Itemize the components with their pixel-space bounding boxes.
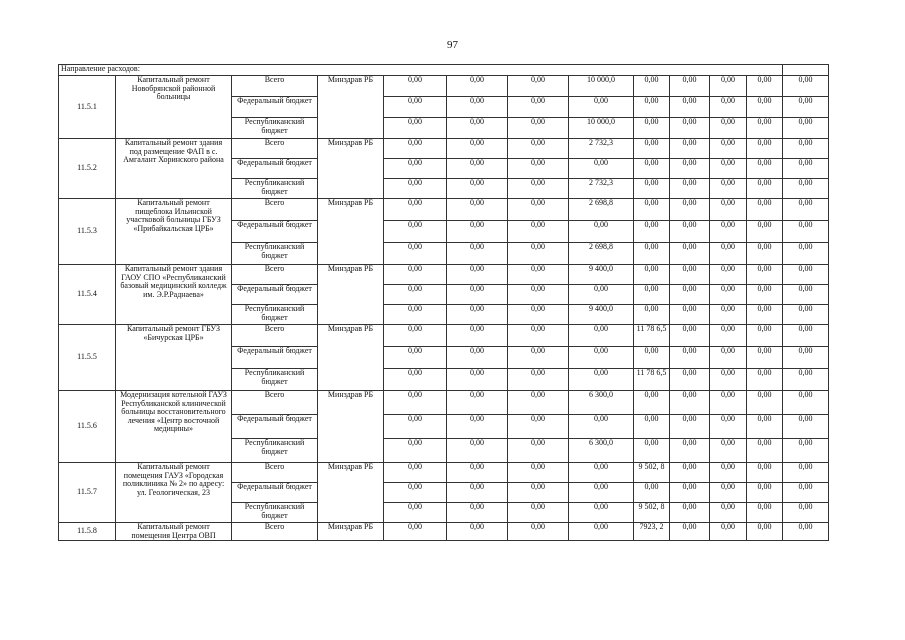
value-cell: 0,00 [783, 118, 829, 139]
value-cell: 0,00 [670, 199, 710, 221]
row-organization: Минздрав РБ [318, 391, 384, 463]
row-organization: Минздрав РБ [318, 463, 384, 523]
value-cell: 0,00 [747, 463, 783, 483]
funding-source: Всего [232, 199, 318, 221]
row-description: Капитальный ремонт пищеблока Ильинской участковой больницы ГБУЗ «Прибайкальская ЦРБ» [116, 199, 232, 265]
funding-source: Всего [232, 391, 318, 415]
value-cell: 0,00 [447, 179, 508, 199]
row-organization: Минздрав РБ [318, 199, 384, 265]
value-cell: 0,00 [670, 285, 710, 305]
value-cell: 0,00 [569, 325, 634, 347]
table-row [59, 523, 829, 541]
funding-source: Всего [232, 325, 318, 347]
value-cell: 0,00 [710, 369, 747, 391]
value-cell: 0,00 [384, 118, 447, 139]
value-cell: 0,00 [634, 415, 670, 439]
row-description: Капитальный ремонт ГБУЗ «Бичурская ЦРБ» [116, 325, 232, 391]
funding-source: Всего [232, 76, 318, 97]
value-cell: 0,00 [569, 97, 634, 118]
value-cell: 0,00 [447, 285, 508, 305]
value-cell: 2 732,3 [569, 179, 634, 199]
value-cell: 0,00 [710, 503, 747, 523]
value-cell: 9 502, 8 [634, 503, 670, 523]
value-cell: 0,00 [670, 159, 710, 179]
value-cell: 0,00 [447, 97, 508, 118]
value-cell: 0,00 [384, 391, 447, 415]
value-cell: 0,00 [447, 221, 508, 243]
row-organization: Минздрав РБ [318, 139, 384, 199]
value-cell: 0,00 [670, 265, 710, 285]
value-cell: 0,00 [447, 159, 508, 179]
value-cell: 0,00 [634, 118, 670, 139]
value-cell: 0,00 [710, 305, 747, 325]
value-cell: 0,00 [710, 415, 747, 439]
value-cell: 10 000,0 [569, 76, 634, 97]
row-description: Капитальный ремонт помещения ГАУЗ «Городская поликлиника № 2» по адресу: ул. Геологическая, 23 [116, 463, 232, 523]
funding-source: Республиканский бюджет [232, 503, 318, 523]
table-row [59, 76, 829, 97]
row-code: 11.5.6 [59, 391, 116, 463]
funding-source: Всего [232, 523, 318, 541]
funding-source: Республиканский бюджет [232, 305, 318, 325]
value-cell: 0,00 [783, 285, 829, 305]
table-row [59, 325, 829, 347]
value-cell: 0,00 [569, 285, 634, 305]
value-cell: 0,00 [710, 199, 747, 221]
row-organization: Минздрав РБ [318, 76, 384, 139]
value-cell: 0,00 [508, 265, 569, 285]
value-cell: 0,00 [783, 439, 829, 463]
value-cell: 0,00 [447, 265, 508, 285]
value-cell: 0,00 [747, 439, 783, 463]
value-cell: 0,00 [447, 503, 508, 523]
value-cell: 0,00 [710, 243, 747, 265]
value-cell: 0,00 [747, 199, 783, 221]
value-cell: 0,00 [783, 76, 829, 97]
value-cell: 0,00 [747, 325, 783, 347]
value-cell: 0,00 [508, 159, 569, 179]
funding-source: Федеральный бюджет [232, 415, 318, 439]
value-cell: 0,00 [384, 439, 447, 463]
funding-source: Федеральный бюджет [232, 97, 318, 118]
value-cell: 0,00 [447, 305, 508, 325]
value-cell: 0,00 [710, 76, 747, 97]
value-cell: 0,00 [508, 503, 569, 523]
value-cell: 0,00 [447, 325, 508, 347]
value-cell: 0,00 [569, 415, 634, 439]
row-code: 11.5.5 [59, 325, 116, 391]
value-cell: 0,00 [747, 347, 783, 369]
funding-source: Федеральный бюджет [232, 221, 318, 243]
value-cell: 0,00 [384, 221, 447, 243]
value-cell: 0,00 [384, 415, 447, 439]
value-cell: 0,00 [747, 503, 783, 523]
value-cell: 0,00 [384, 325, 447, 347]
value-cell: 11 78 6,5 [634, 325, 670, 347]
value-cell: 0,00 [670, 325, 710, 347]
table-row [59, 265, 829, 285]
table-row [59, 391, 829, 415]
value-cell: 0,00 [447, 347, 508, 369]
value-cell: 0,00 [447, 76, 508, 97]
value-cell: 0,00 [634, 199, 670, 221]
header-label: Направление расходов: [59, 65, 783, 76]
value-cell: 0,00 [670, 221, 710, 243]
row-organization: Минздрав РБ [318, 265, 384, 325]
value-cell: 0,00 [783, 97, 829, 118]
value-cell: 0,00 [710, 118, 747, 139]
value-cell: 0,00 [508, 439, 569, 463]
value-cell: 0,00 [634, 285, 670, 305]
value-cell: 0,00 [710, 483, 747, 503]
value-cell: 0,00 [783, 221, 829, 243]
value-cell: 0,00 [783, 483, 829, 503]
value-cell: 0,00 [384, 463, 447, 483]
value-cell: 0,00 [670, 503, 710, 523]
funding-source: Республиканский бюджет [232, 118, 318, 139]
value-cell: 0,00 [710, 221, 747, 243]
value-cell: 0,00 [670, 391, 710, 415]
value-cell: 0,00 [447, 439, 508, 463]
value-cell: 0,00 [508, 305, 569, 325]
value-cell: 6 300,0 [569, 439, 634, 463]
value-cell: 0,00 [783, 523, 829, 541]
value-cell: 0,00 [447, 243, 508, 265]
value-cell: 0,00 [447, 139, 508, 159]
value-cell: 0,00 [508, 118, 569, 139]
value-cell: 0,00 [783, 463, 829, 483]
value-cell: 0,00 [747, 305, 783, 325]
value-cell: 0,00 [783, 503, 829, 523]
value-cell: 0,00 [447, 523, 508, 541]
value-cell: 0,00 [783, 139, 829, 159]
value-cell: 0,00 [634, 221, 670, 243]
value-cell: 0,00 [508, 139, 569, 159]
funding-source: Республиканский бюджет [232, 179, 318, 199]
funding-source: Республиканский бюджет [232, 243, 318, 265]
value-cell: 0,00 [670, 369, 710, 391]
value-cell: 0,00 [447, 118, 508, 139]
value-cell: 0,00 [670, 76, 710, 97]
value-cell: 0,00 [384, 305, 447, 325]
funding-source: Федеральный бюджет [232, 483, 318, 503]
value-cell: 0,00 [634, 439, 670, 463]
value-cell: 10 000,0 [569, 118, 634, 139]
value-cell: 0,00 [783, 199, 829, 221]
value-cell: 0,00 [670, 139, 710, 159]
value-cell: 0,00 [670, 243, 710, 265]
value-cell: 0,00 [384, 199, 447, 221]
value-cell: 0,00 [508, 523, 569, 541]
value-cell: 0,00 [447, 391, 508, 415]
table-row [59, 463, 829, 483]
value-cell: 0,00 [384, 347, 447, 369]
value-cell: 0,00 [710, 265, 747, 285]
value-cell: 0,00 [670, 439, 710, 463]
value-cell: 0,00 [670, 347, 710, 369]
value-cell: 0,00 [508, 391, 569, 415]
page-number: 97 [447, 39, 458, 51]
value-cell: 0,00 [747, 369, 783, 391]
value-cell: 0,00 [384, 523, 447, 541]
value-cell: 0,00 [710, 179, 747, 199]
value-cell: 0,00 [508, 76, 569, 97]
value-cell: 0,00 [747, 97, 783, 118]
value-cell: 0,00 [747, 159, 783, 179]
row-code: 11.5.3 [59, 199, 116, 265]
value-cell: 0,00 [569, 523, 634, 541]
value-cell: 0,00 [634, 483, 670, 503]
value-cell: 0,00 [670, 415, 710, 439]
funding-source: Федеральный бюджет [232, 159, 318, 179]
value-cell: 0,00 [710, 139, 747, 159]
row-description: Капитальный ремонт здания ГАОУ СПО «Республиканский базовый медицинский колледж им. Э.Р.Раднаева» [116, 265, 232, 325]
value-cell: 0,00 [634, 243, 670, 265]
value-cell: 2 698,8 [569, 199, 634, 221]
value-cell: 0,00 [508, 97, 569, 118]
table-row [59, 199, 829, 221]
value-cell: 0,00 [569, 221, 634, 243]
value-cell: 0,00 [670, 97, 710, 118]
value-cell: 0,00 [384, 159, 447, 179]
row-code: 11.5.2 [59, 139, 116, 199]
value-cell: 0,00 [384, 265, 447, 285]
value-cell: 2 732,3 [569, 139, 634, 159]
header-row [59, 65, 829, 76]
value-cell: 0,00 [508, 179, 569, 199]
row-code: 11.5.7 [59, 463, 116, 523]
value-cell: 0,00 [783, 415, 829, 439]
value-cell: 0,00 [747, 139, 783, 159]
value-cell: 9 400,0 [569, 305, 634, 325]
value-cell: 2 698,8 [569, 243, 634, 265]
value-cell: 0,00 [710, 325, 747, 347]
value-cell: 7923, 2 [634, 523, 670, 541]
value-cell: 0,00 [783, 325, 829, 347]
value-cell: 0,00 [634, 391, 670, 415]
funding-source: Всего [232, 139, 318, 159]
value-cell: 0,00 [508, 369, 569, 391]
value-cell: 0,00 [747, 523, 783, 541]
value-cell: 0,00 [384, 76, 447, 97]
row-description: Капитальный ремонт Новобрянской районной больницы [116, 76, 232, 139]
value-cell: 0,00 [747, 243, 783, 265]
value-cell: 0,00 [710, 285, 747, 305]
value-cell: 0,00 [569, 369, 634, 391]
value-cell: 9 502, 8 [634, 463, 670, 483]
value-cell: 9 400,0 [569, 265, 634, 285]
value-cell: 0,00 [747, 391, 783, 415]
value-cell: 0,00 [569, 347, 634, 369]
value-cell: 0,00 [447, 199, 508, 221]
value-cell: 0,00 [447, 369, 508, 391]
value-cell: 0,00 [508, 325, 569, 347]
value-cell: 0,00 [447, 415, 508, 439]
value-cell: 0,00 [747, 76, 783, 97]
value-cell: 0,00 [447, 463, 508, 483]
value-cell: 0,00 [634, 97, 670, 118]
value-cell: 0,00 [508, 347, 569, 369]
value-cell: 6 300,0 [569, 391, 634, 415]
value-cell: 0,00 [747, 265, 783, 285]
value-cell: 0,00 [508, 243, 569, 265]
value-cell: 0,00 [670, 483, 710, 503]
value-cell: 0,00 [747, 285, 783, 305]
value-cell: 0,00 [710, 97, 747, 118]
value-cell: 0,00 [634, 265, 670, 285]
table-row [59, 139, 829, 159]
value-cell: 0,00 [747, 118, 783, 139]
row-code: 11.5.8 [59, 523, 116, 541]
funding-source: Республиканский бюджет [232, 439, 318, 463]
value-cell: 0,00 [634, 347, 670, 369]
value-cell: 0,00 [710, 159, 747, 179]
value-cell: 0,00 [384, 369, 447, 391]
row-code: 11.5.4 [59, 265, 116, 325]
value-cell: 0,00 [508, 483, 569, 503]
value-cell: 0,00 [783, 391, 829, 415]
value-cell: 0,00 [783, 159, 829, 179]
funding-source: Всего [232, 463, 318, 483]
budget-table [58, 64, 829, 541]
value-cell: 0,00 [569, 503, 634, 523]
value-cell: 0,00 [447, 483, 508, 503]
value-cell: 0,00 [710, 523, 747, 541]
value-cell: 0,00 [384, 503, 447, 523]
funding-source: Федеральный бюджет [232, 285, 318, 305]
header-empty-cell [783, 65, 829, 76]
value-cell: 0,00 [384, 285, 447, 305]
value-cell: 0,00 [783, 347, 829, 369]
value-cell: 0,00 [710, 439, 747, 463]
value-cell: 0,00 [670, 118, 710, 139]
value-cell: 0,00 [634, 139, 670, 159]
funding-source: Федеральный бюджет [232, 347, 318, 369]
row-organization: Минздрав РБ [318, 523, 384, 541]
value-cell: 0,00 [508, 463, 569, 483]
value-cell: 0,00 [384, 243, 447, 265]
value-cell: 0,00 [783, 369, 829, 391]
value-cell: 0,00 [783, 305, 829, 325]
value-cell: 0,00 [670, 179, 710, 199]
row-organization: Минздрав РБ [318, 325, 384, 391]
row-description: Модернизация котельной ГАУЗ Республиканской клинической больницы восстановительного лечения «Центр восточной медицины» [116, 391, 232, 463]
value-cell: 0,00 [783, 179, 829, 199]
value-cell: 0,00 [670, 463, 710, 483]
value-cell: 0,00 [747, 221, 783, 243]
value-cell: 0,00 [670, 305, 710, 325]
value-cell: 0,00 [710, 391, 747, 415]
value-cell: 0,00 [384, 483, 447, 503]
value-cell: 0,00 [384, 179, 447, 199]
value-cell: 0,00 [747, 415, 783, 439]
value-cell: 0,00 [384, 139, 447, 159]
value-cell: 0,00 [508, 221, 569, 243]
value-cell: 0,00 [508, 285, 569, 305]
row-code: 11.5.1 [59, 76, 116, 139]
value-cell: 0,00 [508, 415, 569, 439]
value-cell: 0,00 [747, 179, 783, 199]
value-cell: 0,00 [569, 159, 634, 179]
value-cell: 0,00 [634, 159, 670, 179]
value-cell: 0,00 [569, 483, 634, 503]
value-cell: 0,00 [508, 199, 569, 221]
funding-source: Всего [232, 265, 318, 285]
value-cell: 0,00 [783, 243, 829, 265]
value-cell: 11 78 6,5 [634, 369, 670, 391]
value-cell: 0,00 [710, 347, 747, 369]
value-cell: 0,00 [747, 483, 783, 503]
value-cell: 0,00 [569, 463, 634, 483]
row-description: Капитальный ремонт здания под размещение ФАП в с. Амгалант Хоринского района [116, 139, 232, 199]
value-cell: 0,00 [634, 305, 670, 325]
value-cell: 0,00 [670, 523, 710, 541]
row-description: Капитальный ремонт помещения Центра ОВП [116, 523, 232, 541]
value-cell: 0,00 [384, 97, 447, 118]
funding-source: Республиканский бюджет [232, 369, 318, 391]
value-cell: 0,00 [710, 463, 747, 483]
value-cell: 0,00 [783, 265, 829, 285]
value-cell: 0,00 [634, 76, 670, 97]
value-cell: 0,00 [634, 179, 670, 199]
